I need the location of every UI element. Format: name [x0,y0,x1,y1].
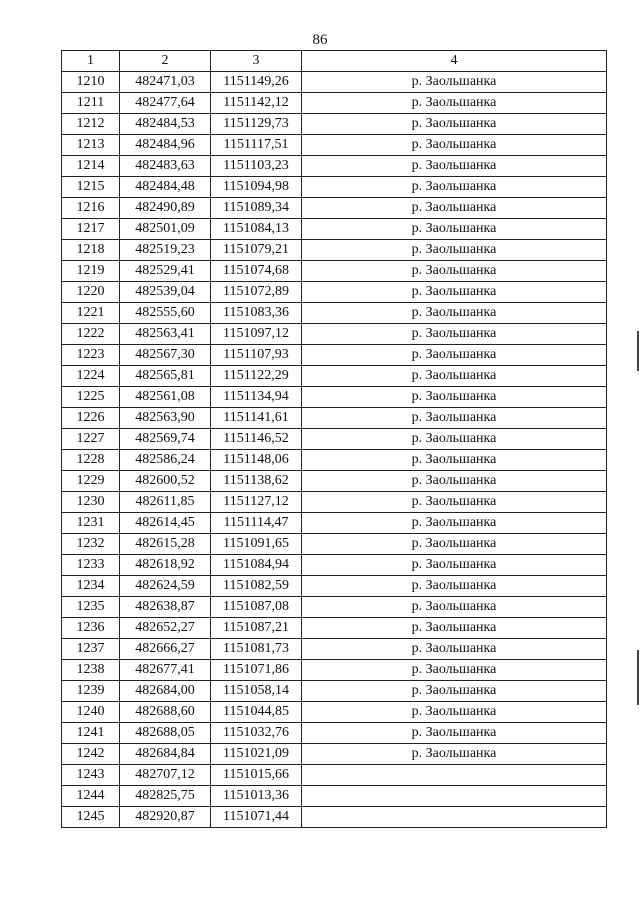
table-row [62,303,607,324]
point-number-cell: 1225 [62,387,120,408]
table-row [62,534,607,555]
point-number-cell: 1221 [62,303,120,324]
description-cell: р. Заольшанка [302,156,607,177]
table-row [62,387,607,408]
description-cell [302,765,607,786]
table-header-row [62,51,607,72]
table-row [62,723,607,744]
table-row [62,114,607,135]
description-cell: р. Заольшанка [302,681,607,702]
description-cell: р. Заольшанка [302,555,607,576]
description-cell: р. Заольшанка [302,534,607,555]
point-number-cell: 1216 [62,198,120,219]
table-row [62,660,607,681]
column-header: 1 [62,51,120,72]
y-coordinate-cell: 1151146,52 [211,429,302,450]
table-row [62,576,607,597]
point-number-cell: 1210 [62,72,120,93]
column-header: 4 [302,51,607,72]
table-row [62,618,607,639]
x-coordinate-cell: 482688,60 [120,702,211,723]
page-number: 86 [312,32,328,48]
point-number-cell: 1244 [62,786,120,807]
description-cell: р. Заольшанка [302,198,607,219]
description-cell: р. Заольшанка [302,744,607,765]
point-number-cell: 1222 [62,324,120,345]
point-number-cell: 1236 [62,618,120,639]
table-row [62,744,607,765]
x-coordinate-cell: 482563,41 [120,324,211,345]
table-row [62,240,607,261]
x-coordinate-cell: 482565,81 [120,366,211,387]
point-number-cell: 1219 [62,261,120,282]
table-row [62,429,607,450]
x-coordinate-cell: 482529,41 [120,261,211,282]
description-cell: р. Заольшанка [302,576,607,597]
y-coordinate-cell: 1151091,65 [211,534,302,555]
table-row [62,324,607,345]
description-cell: р. Заольшанка [302,303,607,324]
description-cell: р. Заольшанка [302,93,607,114]
table-row [62,366,607,387]
y-coordinate-cell: 1151122,29 [211,366,302,387]
description-cell: р. Заольшанка [302,702,607,723]
y-coordinate-cell: 1151081,73 [211,639,302,660]
point-number-cell: 1214 [62,156,120,177]
x-coordinate-cell: 482684,84 [120,744,211,765]
y-coordinate-cell: 1151071,86 [211,660,302,681]
description-cell: р. Заольшанка [302,240,607,261]
point-number-cell: 1220 [62,282,120,303]
point-number-cell: 1217 [62,219,120,240]
description-cell: р. Заольшанка [302,135,607,156]
y-coordinate-cell: 1151089,34 [211,198,302,219]
description-cell: р. Заольшанка [302,471,607,492]
description-cell: р. Заольшанка [302,219,607,240]
scan-edge-mark [637,331,639,371]
description-cell: р. Заольшанка [302,324,607,345]
table-row [62,282,607,303]
table-row [62,807,607,828]
x-coordinate-cell: 482490,89 [120,198,211,219]
y-coordinate-cell: 1151103,23 [211,156,302,177]
point-number-cell: 1239 [62,681,120,702]
x-coordinate-cell: 482684,00 [120,681,211,702]
x-coordinate-cell: 482539,04 [120,282,211,303]
x-coordinate-cell: 482567,30 [120,345,211,366]
description-cell: р. Заольшанка [302,513,607,534]
y-coordinate-cell: 1151044,85 [211,702,302,723]
y-coordinate-cell: 1151071,44 [211,807,302,828]
table-row [62,345,607,366]
table-row [62,681,607,702]
x-coordinate-cell: 482652,27 [120,618,211,639]
x-coordinate-cell: 482477,64 [120,93,211,114]
point-number-cell: 1243 [62,765,120,786]
x-coordinate-cell: 482471,03 [120,72,211,93]
description-cell: р. Заольшанка [302,597,607,618]
table-row [62,93,607,114]
description-cell [302,786,607,807]
table-row [62,72,607,93]
x-coordinate-cell: 482638,87 [120,597,211,618]
x-coordinate-cell: 482666,27 [120,639,211,660]
point-number-cell: 1218 [62,240,120,261]
y-coordinate-cell: 1151082,59 [211,576,302,597]
y-coordinate-cell: 1151015,66 [211,765,302,786]
table-row [62,198,607,219]
y-coordinate-cell: 1151134,94 [211,387,302,408]
table-row [62,135,607,156]
table-row [62,450,607,471]
x-coordinate-cell: 482569,74 [120,429,211,450]
point-number-cell: 1232 [62,534,120,555]
y-coordinate-cell: 1151013,36 [211,786,302,807]
y-coordinate-cell: 1151117,51 [211,135,302,156]
description-cell: р. Заольшанка [302,387,607,408]
scan-edge-mark [637,650,639,705]
y-coordinate-cell: 1151138,62 [211,471,302,492]
y-coordinate-cell: 1151032,76 [211,723,302,744]
x-coordinate-cell: 482563,90 [120,408,211,429]
description-cell: р. Заольшанка [302,345,607,366]
x-coordinate-cell: 482615,28 [120,534,211,555]
x-coordinate-cell: 482561,08 [120,387,211,408]
x-coordinate-cell: 482600,52 [120,471,211,492]
description-cell: р. Заольшанка [302,408,607,429]
table-row [62,786,607,807]
y-coordinate-cell: 1151127,12 [211,492,302,513]
point-number-cell: 1228 [62,450,120,471]
y-coordinate-cell: 1151149,26 [211,72,302,93]
point-number-cell: 1235 [62,597,120,618]
point-number-cell: 1226 [62,408,120,429]
table-row [62,513,607,534]
y-coordinate-cell: 1151142,12 [211,93,302,114]
point-number-cell: 1240 [62,702,120,723]
y-coordinate-cell: 1151087,08 [211,597,302,618]
y-coordinate-cell: 1151148,06 [211,450,302,471]
table-row [62,555,607,576]
point-number-cell: 1230 [62,492,120,513]
x-coordinate-cell: 482611,85 [120,492,211,513]
x-coordinate-cell: 482624,59 [120,576,211,597]
y-coordinate-cell: 1151141,61 [211,408,302,429]
description-cell: р. Заольшанка [302,723,607,744]
table-row [62,471,607,492]
point-number-cell: 1237 [62,639,120,660]
description-cell: р. Заольшанка [302,177,607,198]
table-row [62,177,607,198]
x-coordinate-cell: 482484,96 [120,135,211,156]
y-coordinate-cell: 1151097,12 [211,324,302,345]
y-coordinate-cell: 1151114,47 [211,513,302,534]
y-coordinate-cell: 1151079,21 [211,240,302,261]
y-coordinate-cell: 1151107,93 [211,345,302,366]
x-coordinate-cell: 482618,92 [120,555,211,576]
description-cell: р. Заольшанка [302,492,607,513]
description-cell: р. Заольшанка [302,660,607,681]
point-number-cell: 1242 [62,744,120,765]
coordinates-table [61,50,607,828]
point-number-cell: 1241 [62,723,120,744]
point-number-cell: 1224 [62,366,120,387]
y-coordinate-cell: 1151084,13 [211,219,302,240]
x-coordinate-cell: 482484,53 [120,114,211,135]
table-row [62,702,607,723]
y-coordinate-cell: 1151083,36 [211,303,302,324]
description-cell: р. Заольшанка [302,618,607,639]
table-row [62,597,607,618]
x-coordinate-cell: 482825,75 [120,786,211,807]
point-number-cell: 1234 [62,576,120,597]
y-coordinate-cell: 1151074,68 [211,261,302,282]
x-coordinate-cell: 482555,60 [120,303,211,324]
y-coordinate-cell: 1151129,73 [211,114,302,135]
x-coordinate-cell: 482501,09 [120,219,211,240]
table-row [62,492,607,513]
point-number-cell: 1212 [62,114,120,135]
y-coordinate-cell: 1151094,98 [211,177,302,198]
x-coordinate-cell: 482614,45 [120,513,211,534]
x-coordinate-cell: 482586,24 [120,450,211,471]
point-number-cell: 1223 [62,345,120,366]
x-coordinate-cell: 482484,48 [120,177,211,198]
x-coordinate-cell: 482707,12 [120,765,211,786]
table-row [62,261,607,282]
description-cell: р. Заольшанка [302,639,607,660]
table-row [62,219,607,240]
x-coordinate-cell: 482920,87 [120,807,211,828]
description-cell: р. Заольшанка [302,114,607,135]
point-number-cell: 1213 [62,135,120,156]
table-row [62,408,607,429]
x-coordinate-cell: 482677,41 [120,660,211,681]
x-coordinate-cell: 482688,05 [120,723,211,744]
description-cell: р. Заольшанка [302,261,607,282]
point-number-cell: 1233 [62,555,120,576]
x-coordinate-cell: 482483,63 [120,156,211,177]
y-coordinate-cell: 1151087,21 [211,618,302,639]
column-header: 3 [211,51,302,72]
point-number-cell: 1227 [62,429,120,450]
description-cell: р. Заольшанка [302,429,607,450]
description-cell: р. Заольшанка [302,450,607,471]
description-cell [302,807,607,828]
y-coordinate-cell: 1151058,14 [211,681,302,702]
point-number-cell: 1238 [62,660,120,681]
description-cell: р. Заольшанка [302,72,607,93]
point-number-cell: 1229 [62,471,120,492]
description-cell: р. Заольшанка [302,366,607,387]
table-row [62,156,607,177]
description-cell: р. Заольшанка [302,282,607,303]
point-number-cell: 1245 [62,807,120,828]
y-coordinate-cell: 1151084,94 [211,555,302,576]
point-number-cell: 1211 [62,93,120,114]
y-coordinate-cell: 1151072,89 [211,282,302,303]
column-header: 2 [120,51,211,72]
point-number-cell: 1231 [62,513,120,534]
x-coordinate-cell: 482519,23 [120,240,211,261]
y-coordinate-cell: 1151021,09 [211,744,302,765]
point-number-cell: 1215 [62,177,120,198]
table-row [62,639,607,660]
table-body [62,72,607,828]
table-row [62,765,607,786]
